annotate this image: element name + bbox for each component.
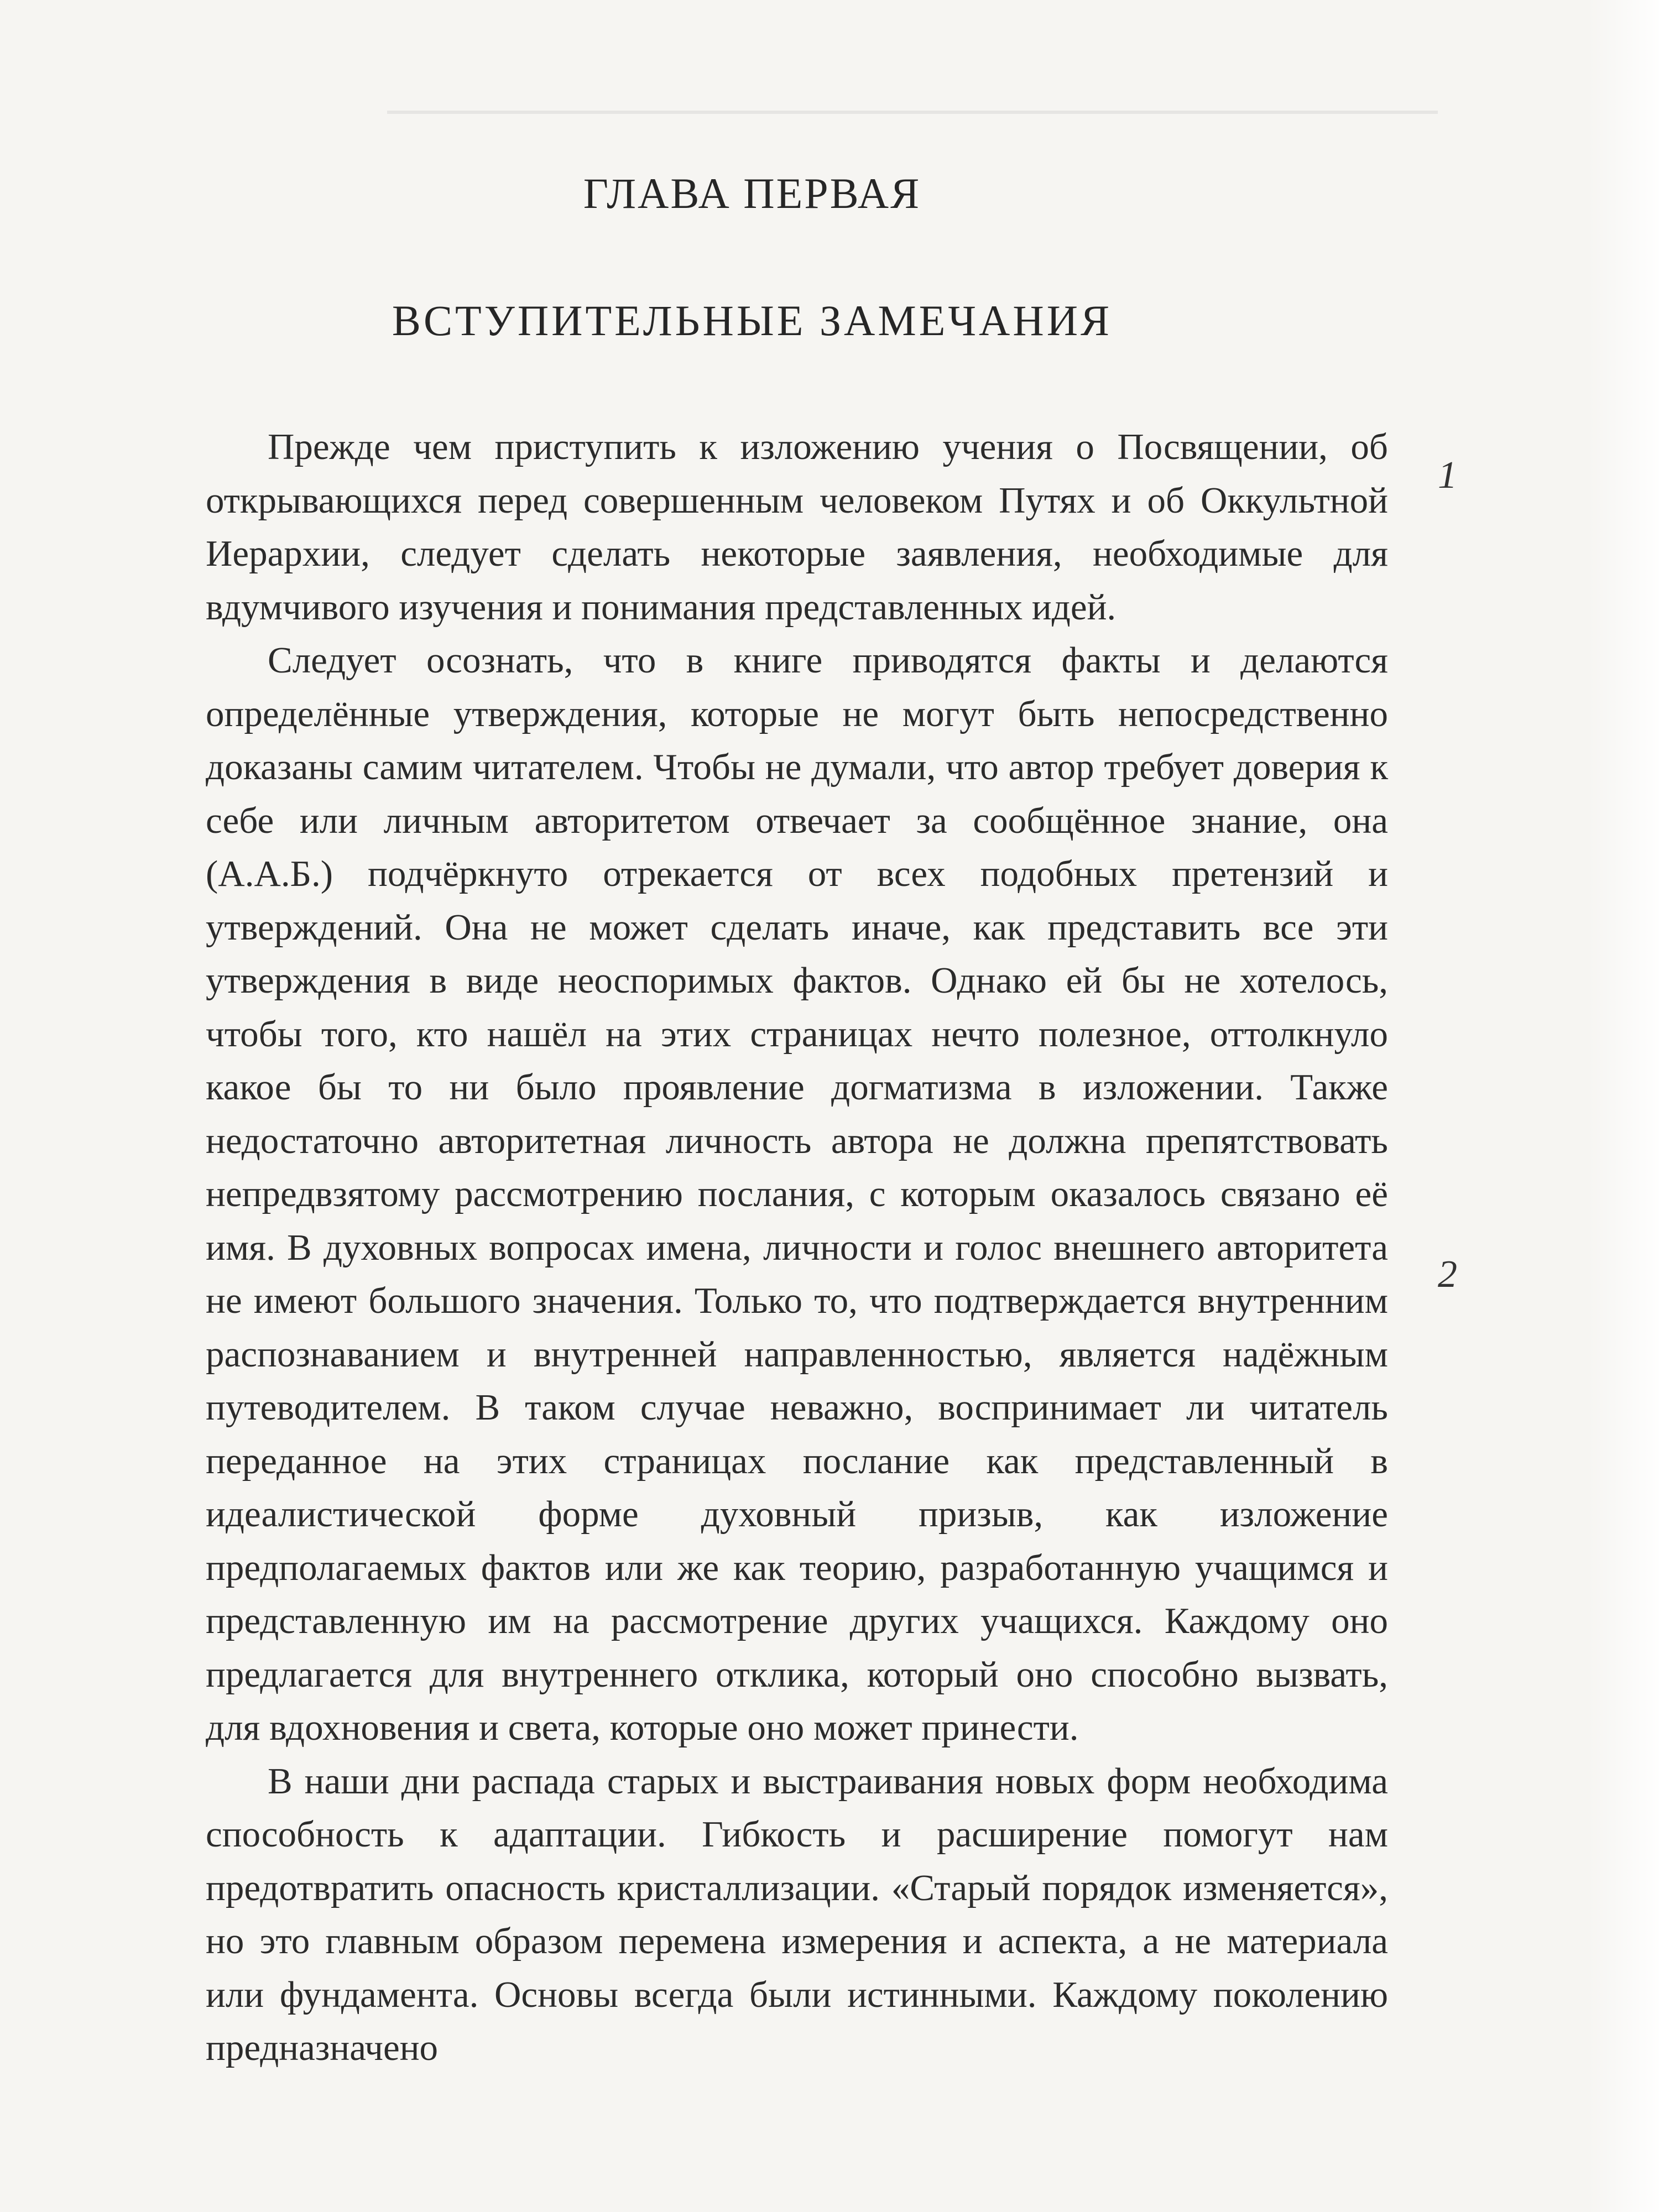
- page-edge: [1587, 0, 1659, 2212]
- paragraph-1: Прежде чем приступить к изложению учения о Посвящении, об открывающихся перед совершенным человеком Путях и об Оккультной Иерархии, следует сделать некоторые заявления, необходимые для вдумчивого изучения и понимания представленных идей.: [206, 426, 1388, 628]
- body-text: [206, 420, 1388, 2075]
- paragraph-3: В наши дни распада старых и выстраивания новых форм необходима способность к адаптации. Гибкость и расширение помогут нам предотвратить опасность кристаллизации. «Старый порядок изменяется», но это главным образом перемена измерения и аспекта, а не материала или фундамента. Основы всегда были истинными. Каждому поколению предназначено: [206, 1760, 1388, 2068]
- margin-number-1: 1: [1438, 454, 1457, 497]
- bleed-through-header: [387, 77, 1438, 114]
- chapter-subtitle: ВСТУПИТЕЛЬНЫЕ ЗАМЕЧАНИЯ: [392, 296, 1113, 345]
- paragraph-2: Следует осознать, что в книге приводятся факты и делаются определённые утверждения, которые не могут быть непосредственно доказаны самим читателем. Чтобы не думали, что автор требует доверия к себе или личным авторитетом отвечает за сообщённое знание, она (А.А.Б.) подчёркнуто отрекается от всех подобных претензий и утверждений. Она не может сделать иначе, как представить все эти утверждения в виде неоспоримых фактов. Однако ей бы не хотелось, чтобы того, кто нашёл на этих страницах нечто полезное, оттолкнуло какое бы то ни было проявление догматизма в изложении. Также недостаточно авторитетная личность автора не должна препятствовать непредвзятому рассмотрению послания, с которым оказалось связано её имя. В духовных вопросах имена, личности и голос внешнего авторитета не имеют большого значения. Только то, что подтверждается внутренним распознаванием и внутренней направленностью, является надёжным путеводителем. В таком случае неважно, воспринимает ли читатель переданное на этих страницах послание как представленный в идеалистической форме духовный призыв, как изложение предполагаемых фактов или же как теорию, разработанную учащимся и представленную им на рассмотрение других учащихся. Каждому оно предлагается для внутреннего отклика, который оно способно вызвать, для вдохновения и света, которые оно может принести.: [206, 640, 1388, 1748]
- chapter-title: ГЛАВА ПЕРВАЯ: [583, 169, 921, 217]
- margin-number-2: 2: [1438, 1253, 1457, 1296]
